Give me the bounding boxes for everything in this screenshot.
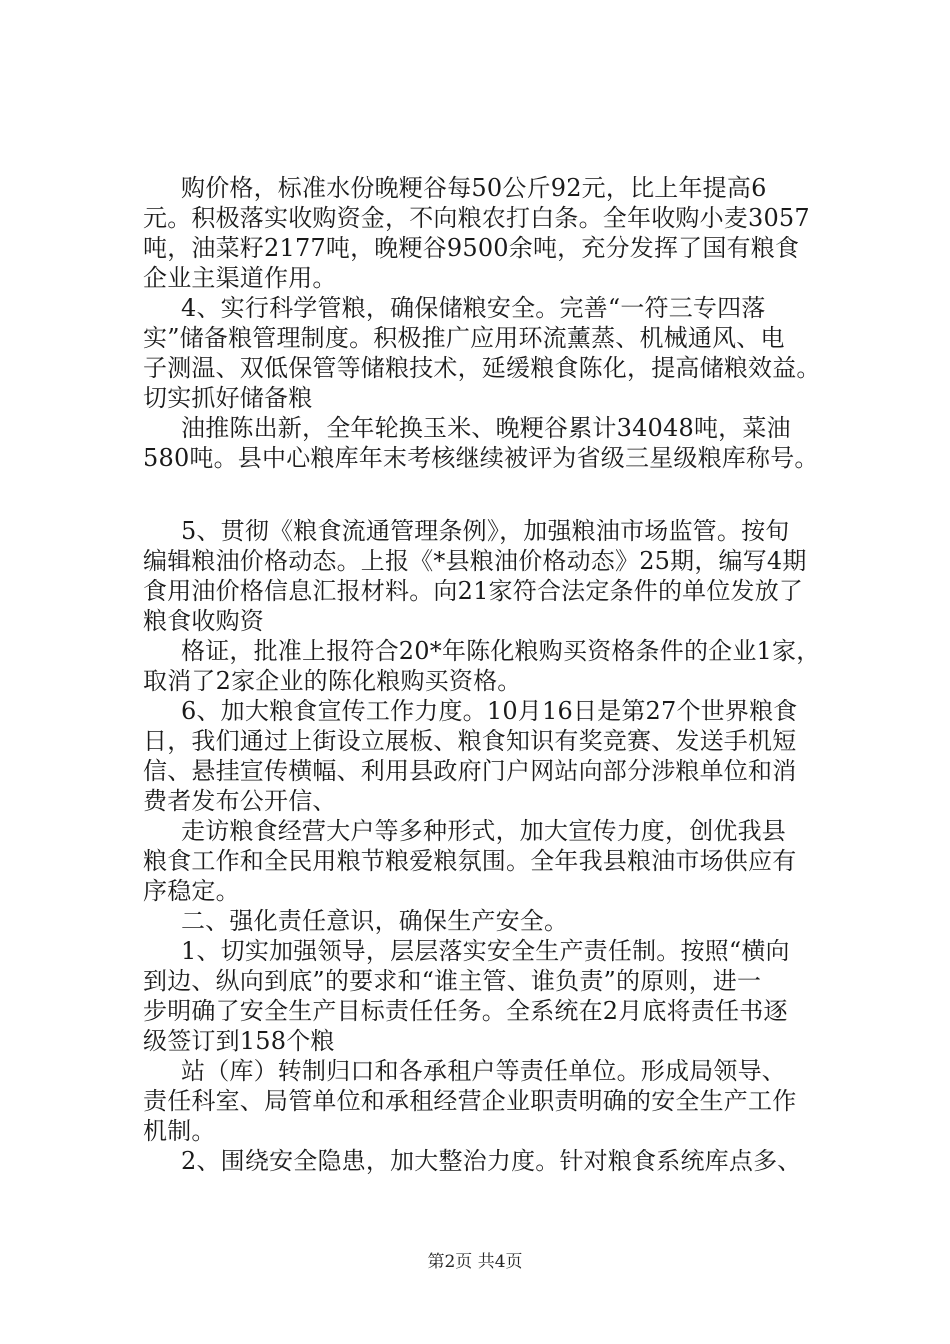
- text-line: 级签订到158个粮: [143, 1027, 335, 1055]
- text-line: 子测温、双低保管等储粮技术，延缓粮食陈化，提高储粮效益。: [143, 354, 821, 382]
- text-line: 4、实行科学管粮，确保储粮安全。完善“一符三专四落: [181, 294, 766, 322]
- text-line: 机制。: [143, 1117, 216, 1145]
- text-line: 粮食收购资: [143, 607, 264, 635]
- text-line: 到边、纵向到底”的要求和“谁主管、谁负责”的原则，进一: [143, 967, 762, 995]
- text-line: 580吨。县中心粮库年末考核继续被评为省级三星级粮库称号。: [143, 444, 819, 472]
- text-line: 信、悬挂宣传横幅、利用县政府门户网站向部分涉粮单位和消: [143, 757, 797, 785]
- text-line: 站（库）转制归口和各承租户等责任单位。形成局领导、: [181, 1057, 786, 1085]
- text-line: 取消了2家企业的陈化粮购买资格。: [143, 667, 522, 695]
- text-line: 5、贯彻《粮食流通管理条例》，加强粮油市场监管。按旬: [181, 517, 790, 545]
- text-line: 2、围绕安全隐患，加大整治力度。针对粮食系统库点多、: [181, 1147, 802, 1175]
- text-line: 元。积极落实收购资金，不向粮农打白条。全年收购小麦3057: [143, 204, 810, 232]
- text-line: 吨，油菜籽2177吨，晚粳谷9500余吨，充分发挥了国有粮食: [143, 234, 800, 262]
- text-line: 实”储备粮管理制度。积极推广应用环流薰蒸、机械通风、电: [143, 324, 785, 352]
- section-heading: 二、强化责任意识，确保生产安全。: [181, 907, 569, 935]
- text-line: 费者发布公开信、: [143, 787, 337, 815]
- text-line: 6、加大粮食宣传工作力度。10月16日是第27个世界粮食: [181, 697, 798, 725]
- document-body: [143, 173, 840, 1176]
- text-line: 序稳定。: [143, 877, 240, 905]
- text-line: 粮食工作和全民用粮节粮爱粮氛围。全年我县粮油市场供应有: [143, 847, 797, 875]
- text-line: 油推陈出新，全年轮换玉米、晚粳谷累计34048吨，菜油: [181, 414, 791, 442]
- text-line: 步明确了安全生产目标责任任务。全系统在2月底将责任书逐: [143, 997, 788, 1025]
- text-line: 日，我们通过上街设立展板、粮食知识有奖竞赛、发送手机短: [143, 727, 797, 755]
- text-line: 走访粮食经营大户等多种形式，加大宣传力度，创优我县: [181, 817, 786, 845]
- text-line: 购价格，标准水份晚粳谷每50公斤92元，比上年提高6: [181, 174, 767, 202]
- text-line: 格证，批准上报符合20*年陈化粮购买资格条件的企业1家，: [181, 637, 821, 665]
- paragraph-gap: [143, 473, 840, 516]
- text-line: 切实抓好储备粮: [143, 384, 313, 412]
- text-line: 责任科室、局管单位和承租经营企业职责明确的安全生产工作: [143, 1087, 797, 1115]
- text-line: 编辑粮油价格动态。上报《*县粮油价格动态》25期，编写4期: [143, 547, 807, 575]
- page-number-footer: 第2页 共4页: [427, 1252, 523, 1272]
- text-line: 1、切实加强领导，层层落实安全生产责任制。按照“横向: [181, 937, 790, 965]
- text-line: 食用油价格信息汇报材料。向21家符合法定条件的单位发放了: [143, 577, 804, 605]
- text-line: 企业主渠道作用。: [143, 264, 337, 292]
